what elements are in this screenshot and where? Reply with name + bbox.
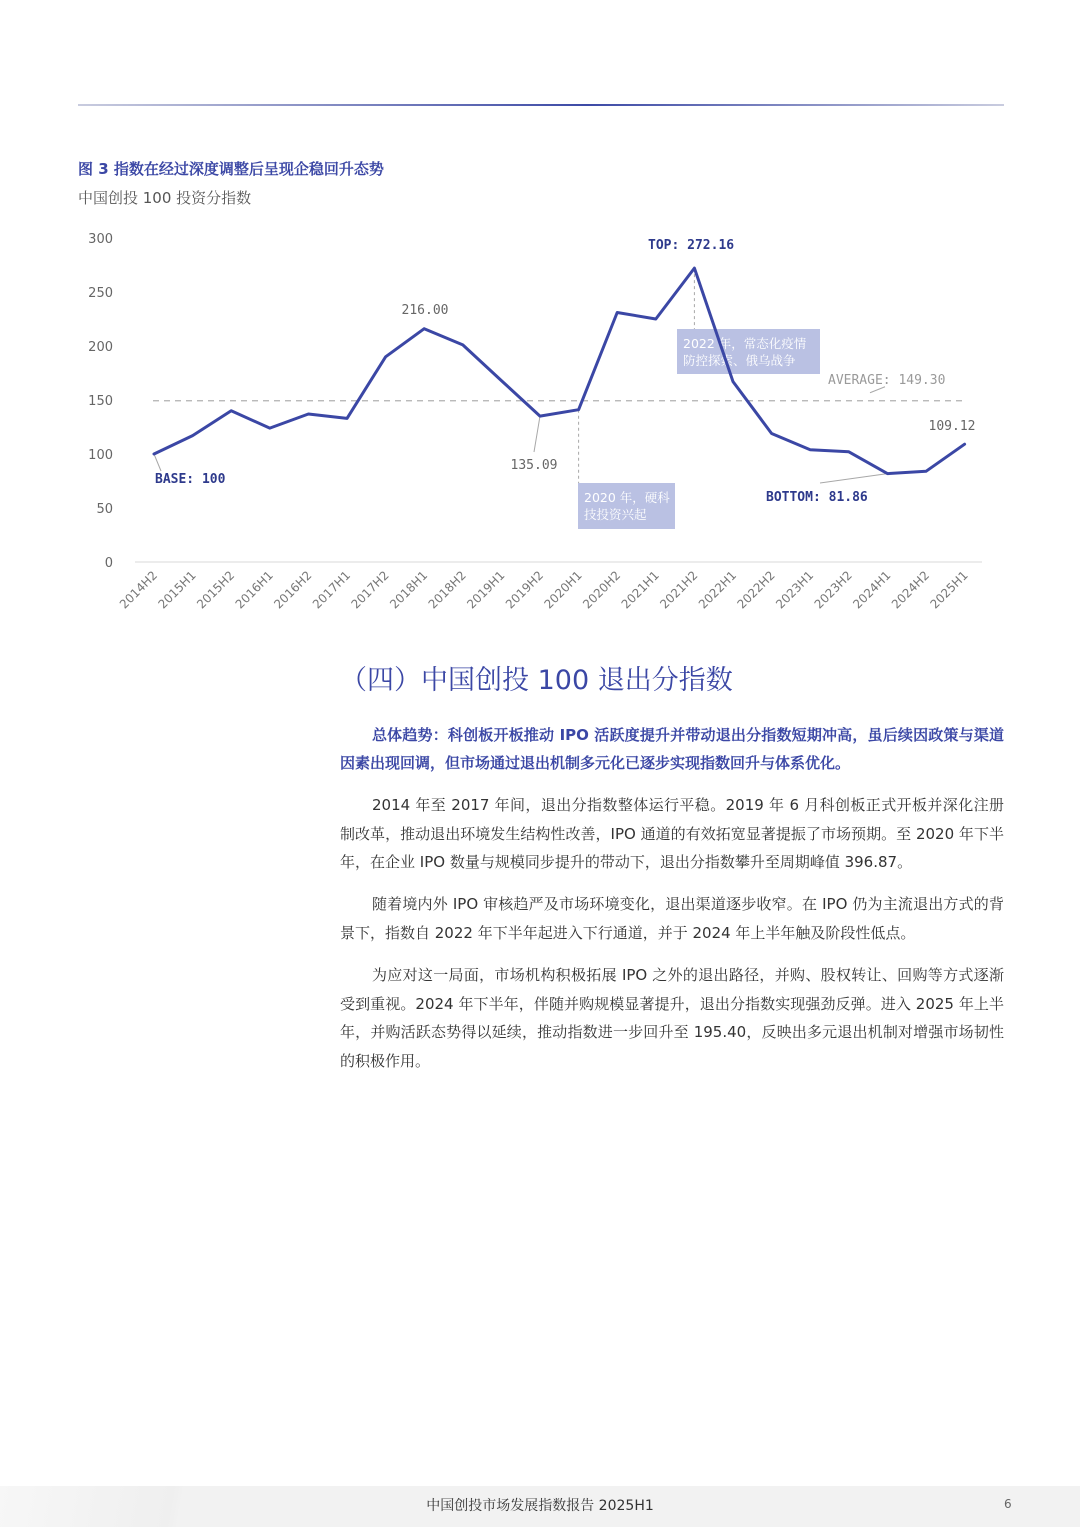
- label-peak-2018: 216.00: [401, 303, 449, 318]
- label-base: BASE: 100: [155, 472, 226, 487]
- series-line: [154, 268, 965, 474]
- header-rule: [78, 104, 1004, 106]
- x-tick-label: 2022H1: [695, 568, 740, 612]
- x-tick-label: 2023H2: [811, 568, 855, 612]
- x-tick-label: 2022H2: [734, 568, 778, 612]
- x-tick-label: 2017H2: [348, 568, 392, 612]
- leader-bottom: [820, 474, 887, 483]
- x-tick-label: 2024H1: [850, 568, 894, 612]
- x-tick-label: 2016H1: [232, 568, 276, 612]
- callout-2022-line1: 2022 年，常态化疫情: [683, 336, 807, 351]
- y-axis-ticks: [88, 232, 113, 571]
- y-tick-label: 200: [88, 340, 113, 355]
- x-tick-label: 2020H2: [580, 568, 624, 612]
- y-tick-label: 100: [88, 448, 113, 463]
- body-paragraph-3: 为应对这一局面，市场机构积极拓展 IPO 之外的退出路径，并购、股权转让、回购等方式逐渐受到重视。2024 年下半年，伴随并购规模显著提升，退出分指数实现强劲反弹。进入 2025 年上半年，并购活跃态势得以延续，推动指数进一步回升至 195.40，反映出多元退出机制对增强市场韧性的积极作用。: [340, 966, 1004, 1070]
- x-tick-label: 2020H1: [541, 568, 585, 612]
- x-tick-label: 2025H1: [927, 568, 971, 612]
- leader-base: [154, 454, 161, 471]
- annotation-leaders: [154, 268, 887, 483]
- x-tick-label: 2016H2: [271, 568, 315, 612]
- y-tick-label: 250: [88, 286, 113, 301]
- leader-low-2019: [534, 416, 540, 452]
- x-tick-label: 2019H1: [464, 568, 508, 612]
- x-tick-label: 2018H1: [387, 568, 431, 612]
- body-paragraph-2: 随着境内外 IPO 审核趋严及市场环境变化，退出渠道逐步收窄。在 IPO 仍为主流退出方式的背景下，指数自 2022 年下半年起进入下行通道，并于 2024 年上半年触及阶段性低点。: [340, 895, 1004, 942]
- label-last: 109.12: [928, 419, 976, 434]
- y-tick-label: 300: [88, 232, 113, 247]
- x-tick-label: 2014H2: [116, 568, 161, 612]
- callout-2020-line2: 技投资兴起: [584, 507, 647, 522]
- y-tick-label: 50: [96, 502, 113, 517]
- x-tick-label: 2021H1: [618, 568, 662, 612]
- section-heading: （四）中国创投 100 退出分指数: [340, 665, 733, 696]
- callout-2022-line2: 防控探索、俄乌战争: [683, 353, 796, 368]
- figure-title: 图 3 指数在经过深度调整后呈现企稳回升态势: [78, 160, 384, 178]
- x-tick-label: 2024H2: [888, 568, 933, 612]
- investment-index-chart: [0, 220, 1080, 640]
- body-paragraph-1: 2014 年至 2017 年间，退出分指数整体运行平稳。2019 年 6 月科创板正式开板并深化注册制改革，推动退出环境发生结构性改善，IPO 通道的有效拓宽显著提振了市场预期。至 2020 年下半年，在企业 IPO 数量与规模同步提升的带动下，退出分指数攀升至周期峰值 396.87。: [340, 796, 1004, 871]
- footer-title: 中国创投市场发展指数报告 2025H1: [426, 1498, 654, 1514]
- figure-subtitle: 中国创投 100 投资分指数: [78, 189, 252, 207]
- x-tick-label: 2018H2: [425, 568, 469, 612]
- x-tick-label: 2015H2: [194, 568, 238, 612]
- x-tick-label: 2023H1: [773, 568, 817, 612]
- callout-2020-line1: 2020 年，硬科: [584, 490, 670, 505]
- y-tick-label: 150: [88, 394, 113, 409]
- x-tick-label: 2021H2: [657, 568, 701, 612]
- x-axis-ticks: [117, 568, 971, 611]
- label-bottom: BOTTOM: 81.86: [766, 490, 868, 505]
- label-average: AVERAGE: 149.30: [828, 373, 946, 388]
- label-top: TOP: 272.16: [648, 238, 735, 253]
- summary-paragraph: 总体趋势：科创板开板推动 IPO 活跃度提升并带动退出分指数短期冲高，虽后续因政策与渠道因素出现回调，但市场通过退出机制多元化已逐步实现指数回升与体系优化。: [340, 726, 1004, 772]
- y-tick-label: 0: [104, 556, 113, 571]
- page-number: 6: [1004, 1497, 1012, 1511]
- x-tick-label: 2015H1: [155, 568, 199, 612]
- x-tick-label: 2019H2: [502, 568, 547, 612]
- label-low-2019: 135.09: [510, 458, 558, 473]
- x-tick-label: 2017H1: [309, 568, 354, 612]
